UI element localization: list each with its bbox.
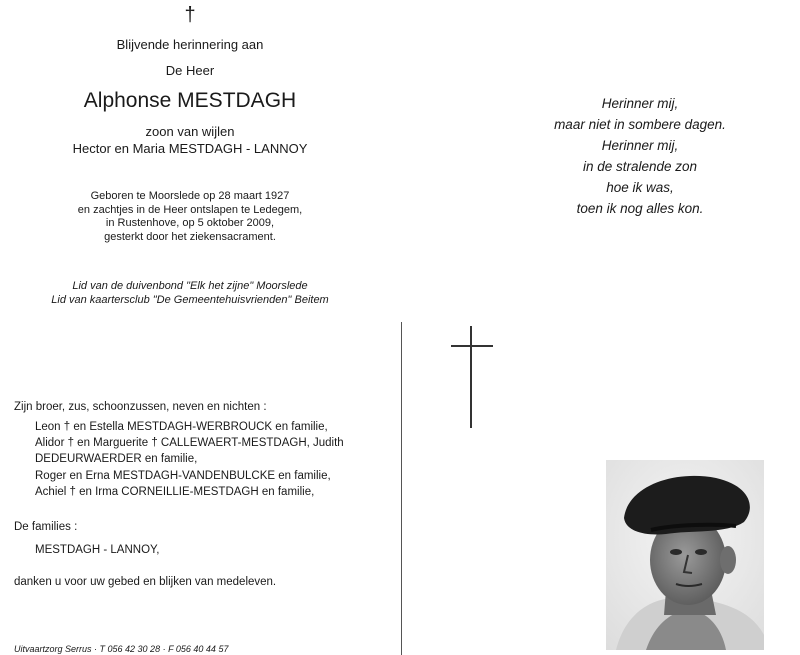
poem-line: in de stralende zon — [582, 159, 698, 174]
poem — [500, 93, 780, 219]
poem-line: toen ik nog alles kon. — [576, 201, 704, 216]
family-member-line: Leon † en Estella MESTDAGH-WERBROUCK en familie, — [35, 421, 328, 433]
parents-text: Hector en Maria MESTDAGH - LANNOY — [72, 141, 308, 156]
families-heading: De families : — [14, 521, 78, 533]
life-details — [0, 190, 380, 244]
membership-line: Lid van de duivenbond "Elk het zijne" Moorslede — [72, 280, 308, 292]
cross-symbol: † — [184, 4, 196, 26]
deceased-name: Alphonse MESTDAGH — [83, 89, 297, 112]
life-line: in Rustenhove, op 5 oktober 2009, — [105, 217, 275, 229]
life-line: Geboren te Moorslede op 28 maart 1927 — [90, 190, 290, 202]
fold-line — [401, 322, 402, 655]
family-member-line: DEDEURWAERDER en familie, — [35, 453, 198, 466]
family-member-line: Roger en Erna MESTDAGH-VANDENBULCKE en familie, — [35, 469, 331, 482]
family-members — [35, 419, 344, 500]
life-line: en zachtjes in de Heer ontslapen te Ledegem, — [77, 203, 303, 216]
title-text: De Heer — [165, 63, 215, 78]
memberships — [0, 280, 380, 307]
poem-line: Herinner mij, — [601, 96, 679, 111]
funeral-home-footer: Uitvaartzorg Serrus · T 056 42 30 28 · F 056 40 44 57 — [14, 644, 229, 654]
relation-text: zoon van wijlen — [145, 124, 235, 139]
families-name: MESTDAGH - LANNOY, — [35, 544, 160, 556]
life-line: gesterkt door het ziekensacrament. — [104, 230, 276, 243]
portrait-image-icon — [606, 460, 764, 650]
family-member-line: Achiel † en Irma CORNEILLIE-MESTDAGH en familie, — [35, 485, 315, 498]
thanks-text: danken u voor uw gebed en blijken van medeleven. — [14, 576, 277, 588]
intro-text: Blijvende herinnering aan — [116, 37, 264, 52]
membership-line: Lid van kaartersclub "De Gemeentehuisvrienden" Beitem — [51, 293, 329, 306]
poem-line: Herinner mij, — [601, 138, 679, 153]
poem-line: hoe ik was, — [606, 180, 674, 195]
family-heading: Zijn broer, zus, schoonzussen, neven en nichten : — [14, 401, 267, 413]
family-member-line: Alidor † en Marguerite † CALLEWAERT-MESTDAGH, Judith — [35, 437, 344, 450]
poem-line: maar niet in sombere dagen. — [554, 117, 726, 132]
portrait-photo — [606, 460, 764, 650]
